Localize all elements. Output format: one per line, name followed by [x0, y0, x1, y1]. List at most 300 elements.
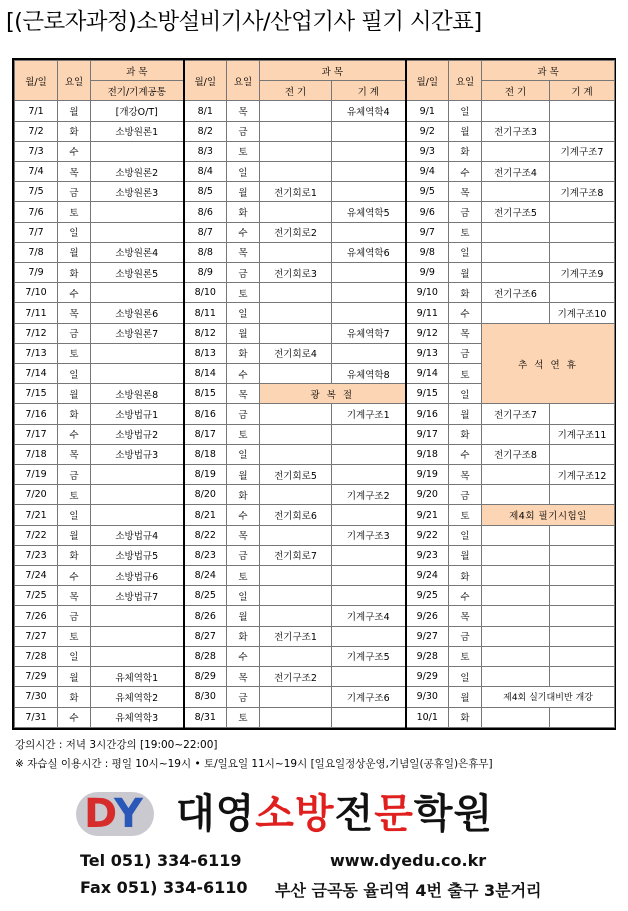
elec-subject-cell: 전기구조7 — [482, 404, 550, 424]
date-cell: 9/10 — [406, 283, 449, 303]
mech-subject-cell — [332, 545, 406, 565]
table-row — [15, 101, 615, 121]
common-subject-cell: 소방법규3 — [91, 444, 184, 464]
day-cell: 화 — [227, 626, 260, 646]
elec-subject-cell — [260, 162, 332, 182]
table-row — [15, 202, 615, 222]
date-cell: 8/27 — [184, 626, 227, 646]
elec-subject-cell: 전기구조1 — [260, 626, 332, 646]
day-cell: 월 — [449, 263, 482, 283]
date-cell: 7/20 — [15, 485, 58, 505]
academy-name-part2: 소방 — [255, 791, 335, 837]
day-cell: 목 — [58, 162, 91, 182]
date-cell: 9/23 — [406, 545, 449, 565]
date-cell: 8/18 — [184, 444, 227, 464]
date-cell: 9/26 — [406, 606, 449, 626]
day-cell: 화 — [227, 343, 260, 363]
mech-subject-cell: 기계구조6 — [332, 687, 406, 707]
mech-subject-cell — [550, 242, 615, 262]
date-cell: 8/15 — [184, 384, 227, 404]
date-cell: 7/31 — [15, 707, 58, 728]
day-cell: 토 — [227, 283, 260, 303]
date-cell: 7/18 — [15, 444, 58, 464]
common-subject-cell — [91, 141, 184, 161]
date-cell: 7/15 — [15, 384, 58, 404]
schedule-table — [14, 60, 615, 728]
common-subject-cell — [91, 343, 184, 363]
day-cell: 일 — [58, 646, 91, 666]
date-cell: 7/11 — [15, 303, 58, 323]
date-cell: 7/17 — [15, 424, 58, 444]
mech-subject-cell — [332, 707, 406, 728]
day-cell: 화 — [449, 566, 482, 586]
day-cell: 금 — [227, 545, 260, 565]
day-cell: 금 — [449, 626, 482, 646]
day-cell: 목 — [58, 444, 91, 464]
elec-subject-cell: 전기회로3 — [260, 263, 332, 283]
mech-subject-cell: 기계구조9 — [550, 263, 615, 283]
table-row — [15, 505, 615, 525]
date-cell: 9/27 — [406, 626, 449, 646]
day-cell: 토 — [449, 222, 482, 242]
day-cell: 화 — [449, 424, 482, 444]
table-row — [15, 162, 615, 182]
mech-subject-cell — [332, 303, 406, 323]
mech-subject-cell: 기계구조12 — [550, 465, 615, 485]
date-cell: 8/12 — [184, 323, 227, 343]
date-cell: 8/11 — [184, 303, 227, 323]
table-row — [15, 465, 615, 485]
elec-subject-cell — [260, 485, 332, 505]
schedule-table-frame — [12, 58, 616, 730]
date-cell: 8/25 — [184, 586, 227, 606]
elec-subject-cell — [482, 424, 550, 444]
date-cell: 9/12 — [406, 323, 449, 343]
common-subject-cell — [91, 283, 184, 303]
date-cell: 8/21 — [184, 505, 227, 525]
day-cell: 목 — [227, 242, 260, 262]
mech-subject-cell — [550, 586, 615, 606]
common-subject-cell — [91, 646, 184, 666]
day-cell: 화 — [58, 545, 91, 565]
date-cell: 8/26 — [184, 606, 227, 626]
mech-subject-cell: 유체역학8 — [332, 364, 406, 384]
page-title: [(근로자과정)소방설비기사/산업기사 필기 시간표] — [6, 9, 482, 35]
day-cell: 일 — [58, 364, 91, 384]
date-cell: 9/9 — [406, 263, 449, 283]
header-subject: 과 목 — [260, 61, 406, 81]
table-row — [15, 303, 615, 323]
mech-subject-cell — [332, 505, 406, 525]
elec-subject-cell — [482, 182, 550, 202]
mech-subject-cell — [550, 545, 615, 565]
mech-subject-cell: 기계구조3 — [332, 525, 406, 545]
mech-subject-cell: 기계구조7 — [550, 141, 615, 161]
date-cell: 8/29 — [184, 667, 227, 687]
address: 부산 금곡동 율리역 4번 출구 3분거리 — [275, 881, 542, 900]
table-row — [15, 586, 615, 606]
date-cell: 9/25 — [406, 586, 449, 606]
elec-subject-cell — [260, 283, 332, 303]
elec-subject-cell: 전기구조4 — [482, 162, 550, 182]
elec-subject-cell — [482, 485, 550, 505]
elec-subject-cell — [482, 465, 550, 485]
day-cell: 수 — [58, 566, 91, 586]
date-cell: 7/4 — [15, 162, 58, 182]
table-row — [15, 263, 615, 283]
date-cell: 9/16 — [406, 404, 449, 424]
table-row — [15, 141, 615, 161]
day-cell: 월 — [449, 121, 482, 141]
common-subject-cell: 소방법규5 — [91, 545, 184, 565]
contact-line-2 — [80, 878, 560, 900]
date-cell: 7/12 — [15, 323, 58, 343]
day-cell: 수 — [227, 222, 260, 242]
table-row — [15, 545, 615, 565]
date-cell: 8/1 — [184, 101, 227, 121]
date-cell: 9/30 — [406, 687, 449, 707]
day-cell: 금 — [227, 263, 260, 283]
date-cell: 7/13 — [15, 343, 58, 363]
elec-subject-cell — [260, 525, 332, 545]
mech-subject-cell — [332, 162, 406, 182]
day-cell: 화 — [58, 687, 91, 707]
table-row — [15, 566, 615, 586]
date-cell: 9/18 — [406, 444, 449, 464]
date-cell: 7/23 — [15, 545, 58, 565]
elec-subject-cell — [482, 545, 550, 565]
date-cell: 9/1 — [406, 101, 449, 121]
day-cell: 수 — [449, 303, 482, 323]
date-cell: 9/24 — [406, 566, 449, 586]
mech-subject-cell — [550, 525, 615, 545]
day-cell: 목 — [227, 667, 260, 687]
academy-name-part5: 학원 — [413, 791, 494, 837]
date-cell: 8/31 — [184, 707, 227, 728]
elec-subject-cell — [482, 586, 550, 606]
date-cell: 8/22 — [184, 525, 227, 545]
mech-subject-cell — [550, 566, 615, 586]
holiday-chuseok: 추 석 연 휴 — [482, 323, 615, 404]
elec-subject-cell — [260, 364, 332, 384]
elec-subject-cell — [482, 566, 550, 586]
date-cell: 7/25 — [15, 586, 58, 606]
day-cell: 월 — [227, 465, 260, 485]
common-subject-cell: 소방원론1 — [91, 121, 184, 141]
table-row — [15, 222, 615, 242]
mech-subject-cell — [550, 667, 615, 687]
common-subject-cell — [91, 485, 184, 505]
date-cell: 7/14 — [15, 364, 58, 384]
exam-day-4: 제4회 필기시험일 — [482, 505, 615, 525]
date-cell: 7/22 — [15, 525, 58, 545]
elec-subject-cell: 전기구조6 — [482, 283, 550, 303]
date-cell: 9/13 — [406, 343, 449, 363]
mech-subject-cell — [332, 626, 406, 646]
common-subject-cell: 소방법규6 — [91, 566, 184, 586]
elec-subject-cell — [482, 242, 550, 262]
day-cell: 목 — [449, 323, 482, 343]
day-cell: 월 — [449, 545, 482, 565]
academy-name-part4: 문 — [374, 791, 414, 837]
elec-subject-cell — [482, 646, 550, 666]
mech-subject-cell: 기계구조8 — [550, 182, 615, 202]
practical-prep-start: 제4회 실기대비반 개강 — [482, 687, 615, 707]
day-cell: 화 — [58, 263, 91, 283]
elec-subject-cell — [482, 141, 550, 161]
logo-letter-d: D — [84, 792, 118, 836]
header-day: 요일 — [58, 61, 91, 101]
header-date: 월/일 — [15, 61, 58, 101]
date-cell: 8/6 — [184, 202, 227, 222]
day-cell: 월 — [58, 525, 91, 545]
date-cell: 8/8 — [184, 242, 227, 262]
day-cell: 금 — [58, 606, 91, 626]
day-cell: 목 — [449, 465, 482, 485]
table-row — [15, 323, 615, 343]
mech-subject-cell: 기계구조4 — [332, 606, 406, 626]
common-subject-cell — [91, 465, 184, 485]
elec-subject-cell: 전기회로4 — [260, 343, 332, 363]
common-subject-cell: 유체역학2 — [91, 687, 184, 707]
date-cell: 9/2 — [406, 121, 449, 141]
table-row — [15, 182, 615, 202]
table-row — [15, 242, 615, 262]
mech-subject-cell — [550, 162, 615, 182]
day-cell: 목 — [449, 182, 482, 202]
elec-subject-cell — [260, 404, 332, 424]
day-cell: 토 — [449, 646, 482, 666]
mech-subject-cell — [332, 263, 406, 283]
mech-subject-cell — [550, 404, 615, 424]
day-cell: 월 — [449, 404, 482, 424]
common-subject-cell — [91, 505, 184, 525]
common-subject-cell: 소방법규2 — [91, 424, 184, 444]
mech-subject-cell — [550, 626, 615, 646]
table-row — [15, 485, 615, 505]
mech-subject-cell — [550, 121, 615, 141]
header-subject: 과 목 — [482, 61, 615, 81]
date-cell: 7/29 — [15, 667, 58, 687]
common-subject-cell: 소방법규4 — [91, 525, 184, 545]
elec-subject-cell — [482, 263, 550, 283]
day-cell: 월 — [58, 101, 91, 121]
day-cell: 수 — [58, 707, 91, 728]
date-cell: 7/28 — [15, 646, 58, 666]
elec-subject-cell — [260, 646, 332, 666]
table-row — [15, 687, 615, 707]
day-cell: 목 — [449, 606, 482, 626]
elec-subject-cell — [482, 707, 550, 728]
elec-subject-cell — [260, 606, 332, 626]
header-subject: 과 목 — [91, 61, 184, 81]
mech-subject-cell: 기계구조5 — [332, 646, 406, 666]
mech-subject-cell — [332, 121, 406, 141]
table-row — [15, 404, 615, 424]
mech-subject-cell — [332, 444, 406, 464]
date-cell: 9/15 — [406, 384, 449, 404]
date-cell: 8/4 — [184, 162, 227, 182]
day-cell: 화 — [449, 283, 482, 303]
dy-logo-mark — [76, 792, 154, 836]
day-cell: 일 — [227, 303, 260, 323]
elec-subject-cell — [260, 566, 332, 586]
day-cell: 목 — [227, 384, 260, 404]
day-cell: 목 — [227, 525, 260, 545]
mech-subject-cell — [550, 101, 615, 121]
day-cell: 화 — [58, 121, 91, 141]
day-cell: 화 — [449, 141, 482, 161]
day-cell: 화 — [227, 202, 260, 222]
day-cell: 금 — [227, 404, 260, 424]
header-elec: 전 기 — [482, 81, 550, 101]
elec-subject-cell — [260, 687, 332, 707]
date-cell: 8/28 — [184, 646, 227, 666]
elec-subject-cell: 전기회로1 — [260, 182, 332, 202]
elec-subject-cell — [260, 303, 332, 323]
date-cell: 8/16 — [184, 404, 227, 424]
day-cell: 금 — [58, 323, 91, 343]
day-cell: 수 — [58, 283, 91, 303]
table-row — [15, 121, 615, 141]
date-cell: 9/22 — [406, 525, 449, 545]
common-subject-cell: [개강O/T] — [91, 101, 184, 121]
date-cell: 7/21 — [15, 505, 58, 525]
day-cell: 수 — [449, 444, 482, 464]
date-cell: 9/17 — [406, 424, 449, 444]
elec-subject-cell — [260, 586, 332, 606]
contact-line-1 — [80, 851, 540, 870]
day-cell: 목 — [58, 586, 91, 606]
elec-subject-cell — [260, 141, 332, 161]
day-cell: 토 — [227, 707, 260, 728]
date-cell: 8/5 — [184, 182, 227, 202]
day-cell: 토 — [58, 343, 91, 363]
elec-subject-cell: 전기회로2 — [260, 222, 332, 242]
mech-subject-cell: 기계구조2 — [332, 485, 406, 505]
day-cell: 일 — [58, 222, 91, 242]
day-cell: 월 — [58, 242, 91, 262]
mech-subject-cell — [332, 465, 406, 485]
elec-subject-cell — [260, 242, 332, 262]
common-subject-cell: 유체역학3 — [91, 707, 184, 728]
day-cell: 금 — [449, 485, 482, 505]
mech-subject-cell — [550, 485, 615, 505]
day-cell: 토 — [58, 485, 91, 505]
date-cell: 8/14 — [184, 364, 227, 384]
day-cell: 금 — [227, 121, 260, 141]
day-cell: 수 — [449, 586, 482, 606]
mech-subject-cell — [332, 424, 406, 444]
day-cell: 월 — [227, 606, 260, 626]
date-cell: 9/6 — [406, 202, 449, 222]
day-cell: 목 — [58, 303, 91, 323]
mech-subject-cell: 기계구조1 — [332, 404, 406, 424]
mech-subject-cell — [332, 182, 406, 202]
day-cell: 화 — [449, 707, 482, 728]
day-cell: 일 — [58, 505, 91, 525]
header-elec: 전 기 — [260, 81, 332, 101]
day-cell: 일 — [449, 667, 482, 687]
mech-subject-cell — [332, 566, 406, 586]
mech-subject-cell — [550, 646, 615, 666]
date-cell: 8/9 — [184, 263, 227, 283]
elec-subject-cell — [482, 667, 550, 687]
mech-subject-cell — [550, 222, 615, 242]
date-cell: 7/9 — [15, 263, 58, 283]
mech-subject-cell: 유체역학6 — [332, 242, 406, 262]
table-row — [15, 424, 615, 444]
header-day: 요일 — [449, 61, 482, 101]
day-cell: 월 — [227, 323, 260, 343]
elec-subject-cell: 전기회로6 — [260, 505, 332, 525]
day-cell: 일 — [449, 525, 482, 545]
elec-subject-cell: 전기구조3 — [482, 121, 550, 141]
mech-subject-cell — [550, 707, 615, 728]
academy-name-part3: 전 — [334, 791, 375, 837]
elec-subject-cell — [482, 222, 550, 242]
header-mech: 기 계 — [332, 81, 406, 101]
day-cell: 토 — [449, 364, 482, 384]
date-cell: 7/10 — [15, 283, 58, 303]
mech-subject-cell: 유체역학7 — [332, 323, 406, 343]
date-cell: 8/20 — [184, 485, 227, 505]
table-row — [15, 646, 615, 666]
day-cell: 토 — [227, 424, 260, 444]
mech-subject-cell: 기계구조10 — [550, 303, 615, 323]
date-cell: 7/19 — [15, 465, 58, 485]
day-cell: 목 — [227, 101, 260, 121]
day-cell: 월 — [58, 384, 91, 404]
table-row — [15, 525, 615, 545]
logo-letter-y: Y — [114, 792, 143, 836]
date-cell: 7/3 — [15, 141, 58, 161]
day-cell: 금 — [58, 465, 91, 485]
day-cell: 일 — [227, 162, 260, 182]
day-cell: 수 — [227, 364, 260, 384]
date-cell: 8/10 — [184, 283, 227, 303]
date-cell: 7/16 — [15, 404, 58, 424]
common-subject-cell: 소방원론2 — [91, 162, 184, 182]
date-cell: 9/3 — [406, 141, 449, 161]
day-cell: 토 — [58, 626, 91, 646]
date-cell: 8/30 — [184, 687, 227, 707]
academy-name-part1: 대영 — [176, 791, 256, 837]
elec-subject-cell — [260, 424, 332, 444]
day-cell: 수 — [449, 162, 482, 182]
date-cell: 8/17 — [184, 424, 227, 444]
header-common: 전기/기계공통 — [91, 81, 184, 101]
elec-subject-cell — [482, 525, 550, 545]
mech-subject-cell — [332, 343, 406, 363]
elec-subject-cell — [260, 121, 332, 141]
common-subject-cell: 소방원론5 — [91, 263, 184, 283]
mech-subject-cell: 기계구조11 — [550, 424, 615, 444]
day-cell: 금 — [58, 182, 91, 202]
day-cell: 토 — [227, 141, 260, 161]
mech-subject-cell — [550, 606, 615, 626]
day-cell: 토 — [449, 505, 482, 525]
header-row — [15, 81, 615, 101]
mech-subject-cell: 유체역학5 — [332, 202, 406, 222]
date-cell: 9/21 — [406, 505, 449, 525]
table-row — [15, 626, 615, 646]
common-subject-cell: 소방원론6 — [91, 303, 184, 323]
day-cell: 일 — [449, 101, 482, 121]
website-url: www.dyedu.co.kr — [330, 851, 487, 870]
date-cell: 9/20 — [406, 485, 449, 505]
table-row — [15, 283, 615, 303]
